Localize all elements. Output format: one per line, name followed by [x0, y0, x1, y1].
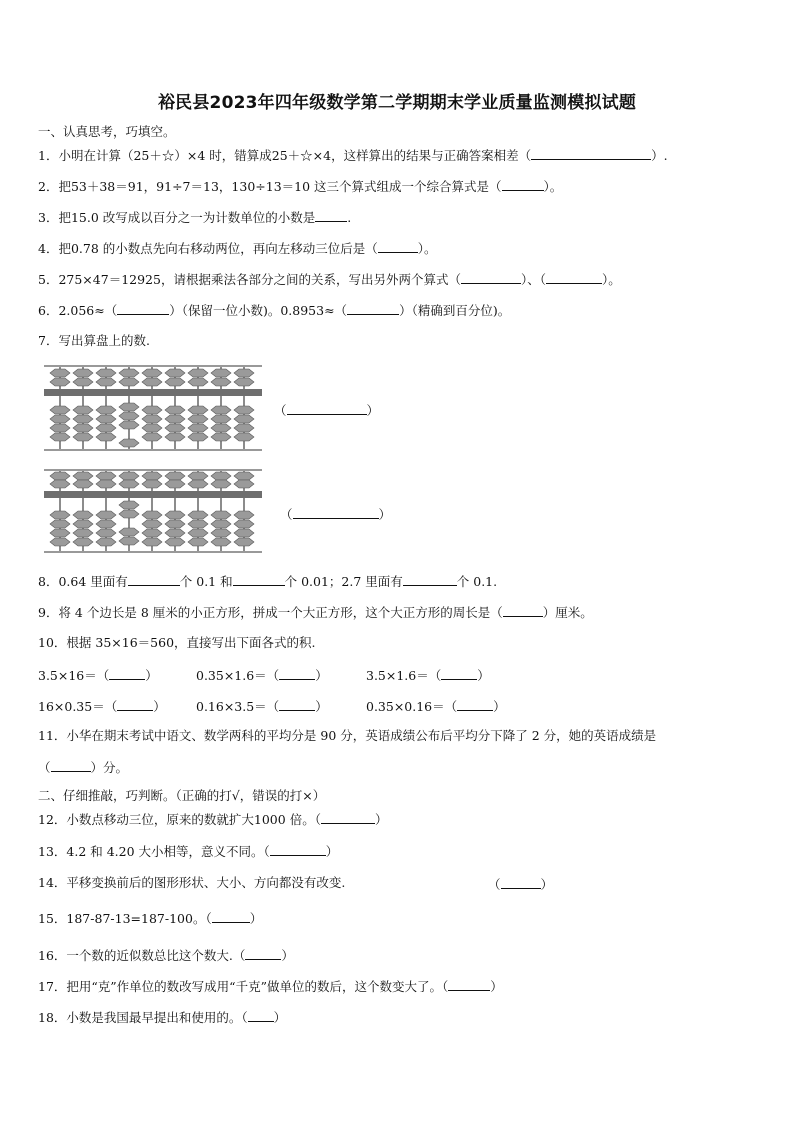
- abacus-bead: [188, 538, 208, 546]
- abacus-2-answer: （ ）: [280, 507, 392, 522]
- abacus-bead: [73, 529, 93, 537]
- question-3: 3．把15.0 改写成以百分之一为计数单位的小数是 .: [38, 210, 352, 225]
- abacus-bead: [119, 403, 139, 411]
- q10-item: 0.16×3.5＝（ ）: [196, 699, 328, 714]
- question-14: 14．平移变换前后的图形形状、大小、方向都没有改变.: [38, 875, 346, 890]
- answer-blank[interactable]: [279, 698, 315, 711]
- abacus-bead: [142, 511, 162, 519]
- abacus-bead: [188, 369, 208, 377]
- abacus-bead: [96, 378, 116, 386]
- abacus-bead: [73, 415, 93, 423]
- abacus-bead: [96, 511, 116, 519]
- abacus-bead: [165, 472, 185, 480]
- abacus-bead: [142, 529, 162, 537]
- answer-blank[interactable]: [51, 759, 91, 772]
- abacus-bead: [142, 406, 162, 414]
- abacus-bead: [234, 369, 254, 377]
- answer-blank[interactable]: [248, 1009, 274, 1022]
- abacus-bead: [73, 480, 93, 488]
- q10-item: 16×0.35＝（ ）: [38, 699, 166, 714]
- abacus-1-image: [44, 365, 262, 451]
- answer-blank[interactable]: [117, 302, 169, 315]
- answer-blank[interactable]: [502, 178, 544, 191]
- abacus-bead: [211, 480, 231, 488]
- abacus-bead: [96, 415, 116, 423]
- answer-blank[interactable]: [347, 302, 399, 315]
- abacus-bead: [142, 472, 162, 480]
- abacus-bead: [165, 369, 185, 377]
- answer-blank[interactable]: [128, 573, 180, 586]
- abacus-bead: [119, 510, 139, 518]
- abacus-bead: [96, 369, 116, 377]
- abacus-bead: [188, 480, 208, 488]
- abacus-bead: [234, 472, 254, 480]
- abacus-bead: [96, 424, 116, 432]
- abacus-bead: [50, 480, 70, 488]
- abacus-bead: [211, 406, 231, 414]
- abacus-bead: [165, 378, 185, 386]
- abacus-bead: [96, 520, 116, 528]
- abacus-bead: [119, 501, 139, 509]
- abacus-bead: [50, 520, 70, 528]
- abacus-bead: [234, 520, 254, 528]
- abacus-bead: [234, 406, 254, 414]
- abacus-bead: [119, 369, 139, 377]
- abacus-bead: [73, 424, 93, 432]
- answer-blank[interactable]: [546, 271, 602, 284]
- abacus-bead: [142, 538, 162, 546]
- abacus-bead: [188, 529, 208, 537]
- abacus-bead: [73, 538, 93, 546]
- abacus-bead: [234, 424, 254, 432]
- question-11-answer: （ ）分。: [38, 760, 129, 775]
- answer-blank[interactable]: [270, 843, 326, 856]
- abacus-bead: [50, 415, 70, 423]
- answer-blank[interactable]: [441, 667, 477, 680]
- answer-blank[interactable]: [378, 240, 418, 253]
- answer-blank[interactable]: [461, 271, 521, 284]
- question-14-answer: （ ）: [488, 877, 554, 892]
- abacus-bead: [96, 538, 116, 546]
- abacus-bead: [234, 433, 254, 441]
- abacus-bead: [188, 415, 208, 423]
- section-2-heading: 二、仔细推敲，巧判断。（正确的打√，错误的打×）: [38, 788, 326, 803]
- abacus-bead: [142, 433, 162, 441]
- abacus-bead: [211, 424, 231, 432]
- abacus-bead: [73, 472, 93, 480]
- abacus-bead: [50, 511, 70, 519]
- abacus-bead: [165, 520, 185, 528]
- abacus-bead: [50, 529, 70, 537]
- answer-blank[interactable]: [287, 402, 367, 415]
- question-7: 7．写出算盘上的数.: [38, 333, 150, 348]
- abacus-bead: [188, 424, 208, 432]
- question-1: 1．小明在计算（25＋☆）×4 时，错算成25＋☆×4，这样算出的结果与正确答案相差（ ）.: [38, 148, 668, 163]
- question-4: 4．把0.78 的小数点先向右移动两位，再向左移动三位后是（ ）。: [38, 241, 437, 256]
- abacus-bead: [211, 520, 231, 528]
- abacus-bead: [165, 424, 185, 432]
- abacus-bead: [50, 433, 70, 441]
- abacus-bead: [119, 480, 139, 488]
- abacus-bead: [50, 472, 70, 480]
- question-17: 17．把用“克”作单位的数改写成用“千克”做单位的数后，这个数变大了。（ ）: [38, 979, 503, 994]
- abacus-bead: [234, 480, 254, 488]
- answer-blank[interactable]: [501, 876, 541, 889]
- abacus-bead: [73, 406, 93, 414]
- abacus-bead: [188, 511, 208, 519]
- abacus-bead: [234, 538, 254, 546]
- answer-blank[interactable]: [315, 209, 347, 222]
- answer-blank[interactable]: [117, 698, 153, 711]
- abacus-2-image: [44, 469, 262, 553]
- abacus-bead: [96, 406, 116, 414]
- answer-blank[interactable]: [457, 698, 493, 711]
- question-12: 12．小数点移动三位，原来的数就扩大1000 倍。（ ）: [38, 812, 388, 827]
- abacus-bead: [165, 480, 185, 488]
- abacus-bead: [165, 433, 185, 441]
- abacus-bead: [119, 421, 139, 429]
- abacus-bead: [73, 520, 93, 528]
- answer-blank[interactable]: [245, 947, 281, 960]
- abacus-bead: [142, 520, 162, 528]
- abacus-bead: [119, 378, 139, 386]
- q10-item: 0.35×0.16＝（ ）: [366, 699, 506, 714]
- abacus-bead: [119, 412, 139, 420]
- answer-blank[interactable]: [531, 147, 651, 160]
- page-title: 裕民县2023年四年级数学第二学期期末学业质量监测模拟试题: [157, 93, 637, 113]
- abacus-bead: [234, 378, 254, 386]
- abacus-bead: [211, 378, 231, 386]
- answer-blank[interactable]: [109, 667, 145, 680]
- answer-blank[interactable]: [321, 811, 375, 824]
- answer-blank[interactable]: [503, 604, 543, 617]
- question-2: 2．把53＋38＝91，91÷7＝13，130÷13＝10 这三个算式组成一个综合算式是（ ）。: [38, 179, 563, 194]
- abacus-bead: [188, 378, 208, 386]
- abacus-bead: [73, 511, 93, 519]
- abacus-bead: [188, 472, 208, 480]
- abacus-bead: [50, 378, 70, 386]
- answer-blank[interactable]: [233, 573, 285, 586]
- abacus-bead: [50, 406, 70, 414]
- abacus-bead: [50, 424, 70, 432]
- abacus-bead: [165, 406, 185, 414]
- abacus-bead: [142, 378, 162, 386]
- q10-item: 0.35×1.6＝（ ）: [196, 668, 328, 683]
- abacus-bead: [165, 511, 185, 519]
- abacus-bead: [142, 369, 162, 377]
- abacus-bead: [50, 538, 70, 546]
- abacus-bead: [119, 528, 139, 536]
- question-9: 9．将 4 个边长是 8 厘米的小正方形，拼成一个大正方形，这个大正方形的周长是（ ）厘米。: [38, 605, 593, 620]
- q10-item: 3.5×1.6＝（ ）: [366, 668, 490, 683]
- abacus-bead: [119, 472, 139, 480]
- question-5: 5．275×47＝12925，请根据乘法各部分之间的关系，写出另外两个算式（ ）、（ ）。: [38, 272, 621, 287]
- abacus-bead: [96, 433, 116, 441]
- abacus-bead: [119, 537, 139, 545]
- abacus-bead: [165, 538, 185, 546]
- abacus-bead: [211, 538, 231, 546]
- abacus-bead: [211, 415, 231, 423]
- abacus-bead: [188, 406, 208, 414]
- abacus-bead: [73, 378, 93, 386]
- abacus-bead: [165, 529, 185, 537]
- abacus-bead: [119, 439, 139, 447]
- abacus-bead: [234, 511, 254, 519]
- abacus-bead: [73, 369, 93, 377]
- answer-blank[interactable]: [212, 910, 250, 923]
- abacus-bead: [234, 529, 254, 537]
- answer-blank[interactable]: [403, 573, 457, 586]
- answer-blank[interactable]: [279, 667, 315, 680]
- question-8: 8．0.64 里面有 个 0.1 和 个 0.01；2.7 里面有 个 0.1.: [38, 574, 498, 589]
- abacus-bead: [73, 433, 93, 441]
- answer-blank[interactable]: [293, 506, 379, 519]
- abacus-bead: [188, 433, 208, 441]
- q10-item: 3.5×16＝（ ）: [38, 668, 158, 683]
- abacus-bead: [234, 415, 254, 423]
- abacus-1-answer: （ ）: [274, 403, 380, 418]
- question-6: 6．2.056≈（ ）（保留一位小数)。0.8953≈（ ）（精确到百分位)。: [38, 303, 511, 318]
- abacus-bead: [142, 480, 162, 488]
- abacus-bead: [96, 480, 116, 488]
- question-13: 13．4.2 和 4.20 大小相等，意义不同。（ ）: [38, 844, 339, 859]
- section-1-heading: 一、认真思考，巧填空。: [38, 124, 176, 139]
- abacus-bead: [142, 415, 162, 423]
- abacus-bead: [211, 472, 231, 480]
- abacus-bead: [188, 520, 208, 528]
- question-15: 15．187-87-13=187-100。（ ）: [38, 911, 263, 926]
- question-10: 10．根据 35×16＝560，直接写出下面各式的积.: [38, 635, 316, 650]
- abacus-bead: [211, 369, 231, 377]
- abacus-bead: [211, 529, 231, 537]
- abacus-bead: [211, 433, 231, 441]
- abacus-bead: [96, 529, 116, 537]
- question-16: 16．一个数的近似数总比这个数大.（ ）: [38, 948, 294, 963]
- abacus-bead: [165, 415, 185, 423]
- abacus-bead: [50, 369, 70, 377]
- abacus-bead: [142, 424, 162, 432]
- answer-blank[interactable]: [448, 978, 490, 991]
- abacus-bead: [96, 472, 116, 480]
- question-11: 11．小华在期末考试中语文、数学两科的平均分是 90 分，英语成绩公布后平均分下降了 2 分，她的英语成绩是: [38, 728, 657, 743]
- abacus-bead: [211, 511, 231, 519]
- question-18: 18．小数是我国最早提出和使用的。（ ）: [38, 1010, 287, 1025]
